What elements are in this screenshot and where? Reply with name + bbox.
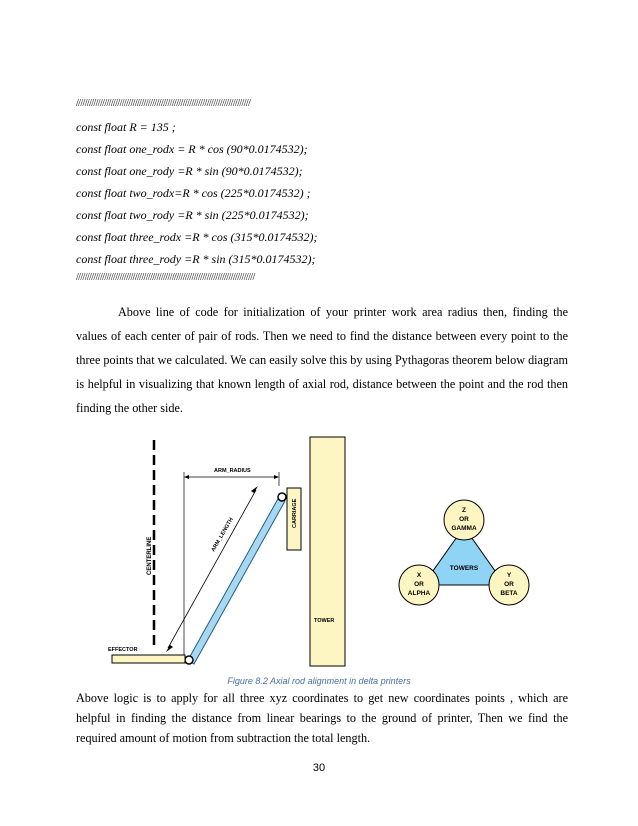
- effector-label: EFFECTOR: [108, 647, 138, 653]
- tower-block: [310, 437, 345, 666]
- rod-top-joint: [278, 493, 286, 501]
- effector-block: [112, 655, 185, 663]
- arm-radius-label: ARM_RADIUS: [214, 468, 251, 474]
- rod-bottom-joint: [185, 656, 193, 664]
- tower-z-or: OR: [459, 516, 469, 523]
- tower-label: TOWER: [314, 618, 335, 624]
- axial-rod-figure: [0, 430, 638, 675]
- figure-caption: Figure 8.2 Axial rod alignment in delta printers: [227, 676, 411, 686]
- tower-z-name: GAMMA: [451, 525, 477, 532]
- arm-length-arrow-bottom: [166, 645, 173, 652]
- arm-radius-arrow-right: [274, 475, 279, 479]
- centerline-label: CENTERLINE: [147, 536, 153, 575]
- code-line-5: const float two_rody =R * sin (225*0.0174532);: [76, 208, 309, 222]
- tower-y-name: BETA: [500, 590, 518, 597]
- tower-z-label: Z: [462, 507, 466, 514]
- code-separator-top: ////////////////////////////////////////////////////////////////////////////////: [76, 98, 251, 109]
- code-line-3: const float one_rody =R * sin (90*0.0174532);: [76, 164, 303, 178]
- code-line-6: const float three_rodx =R * cos (315*0.0174532);: [76, 230, 318, 244]
- code-line-4: const float two_rodx=R * cos (225*0.0174532) ;: [76, 186, 311, 200]
- body-paragraph-1: Above line of code for initialization of your printer work area radius then, finding the values of each center of pair of rods. Then we need to find the distance between every point to the three points that we calculated. We can easily solve this by using Pythagoras theorem below diagram is helpful in visualizing that known length of axial rod, distance between the point and the rod then finding the other side.: [76, 305, 568, 415]
- tower-y-label: Y: [506, 572, 512, 579]
- towers-center-label: TOWERS: [449, 565, 479, 572]
- code-line-2: const float one_rodx = R * cos (90*0.0174532);: [76, 142, 308, 156]
- code-line-7: const float three_rody =R * sin (315*0.0174532);: [76, 252, 316, 266]
- axial-rod: [188, 497, 285, 664]
- tower-x-label: X: [416, 572, 422, 579]
- arm-length-label: ARM_LENGTH: [210, 516, 235, 553]
- code-separator-bottom: //////////////////////////////////////////////////////////////////////////////////: [76, 272, 255, 283]
- tower-y-or: OR: [504, 581, 514, 588]
- code-line-1: const float R = 135 ;: [76, 120, 176, 134]
- carriage-label: CARRIAGE: [292, 498, 298, 528]
- body-paragraph-2: Above logic is to apply for all three xyz coordinates to get new coordinates points , which are helpful in finding the distance from linear bearings to the ground of printer, Then we find the required amount of motion from subtraction the total length.: [76, 691, 568, 745]
- tower-x-or: OR: [414, 581, 424, 588]
- arm-length-arrow-top: [251, 486, 258, 493]
- arm-radius-arrow-left: [184, 475, 189, 479]
- tower-x-name: ALPHA: [407, 590, 431, 597]
- page-number: 30: [312, 762, 326, 774]
